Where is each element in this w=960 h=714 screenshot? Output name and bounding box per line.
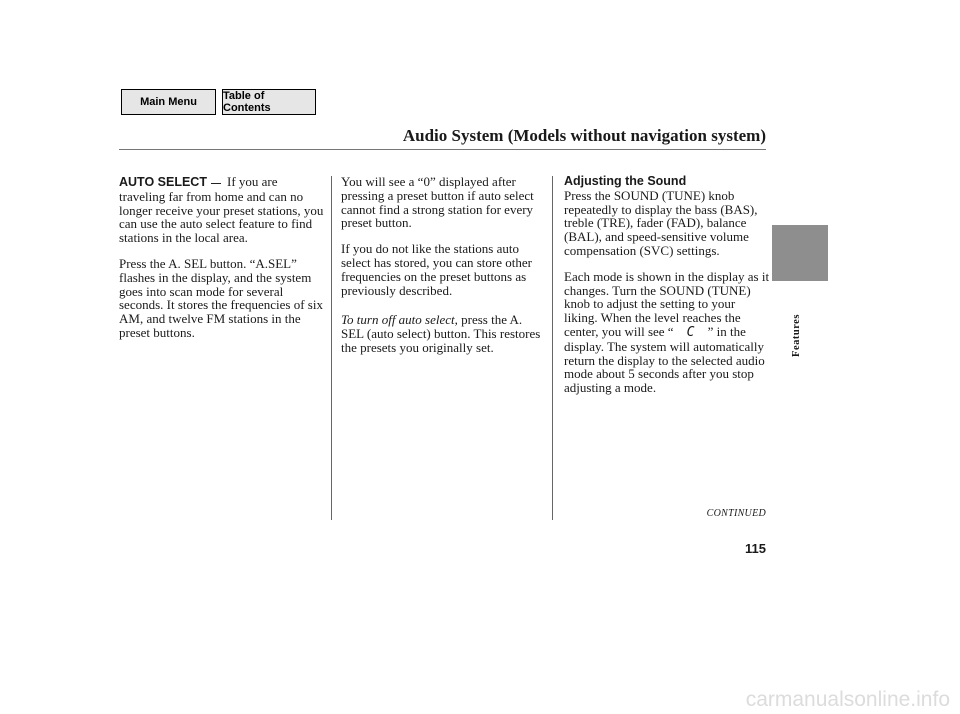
column-auto-select <box>119 175 325 352</box>
column-adjusting-sound <box>564 175 770 407</box>
center-display-glyph: C <box>686 324 695 340</box>
page-title: Audio System (Models without navigation system) <box>402 126 766 145</box>
adjusting-sound-paragraph-2 <box>564 270 770 395</box>
store-frequencies-paragraph: If you do not like the stations auto select has stored, you can store other frequencies on the preset buttons as previously described. <box>341 241 532 298</box>
continued-label: CONTINUED <box>706 508 766 519</box>
main-menu-button[interactable]: Main Menu <box>121 89 216 115</box>
auto-select-heading: AUTO SELECT <box>119 175 207 189</box>
adjusting-sound-heading: Adjusting the Sound <box>564 174 687 188</box>
turn-off-text: press the A. SEL (auto select) button. This restores the presets you originally set. <box>341 312 541 355</box>
page-number: 115 <box>745 541 766 556</box>
column-divider-2 <box>552 176 553 520</box>
auto-select-paragraph-1 <box>119 175 325 245</box>
auto-select-paragraph-2: Press the A. SEL button. “A.SEL” flashes in the display, and the system goes into scan mode for several seconds. It stores the frequencies of six AM, and twelve FM stations in the preset buttons. <box>119 255 323 340</box>
table-of-contents-button[interactable]: Table of Contents <box>222 89 316 115</box>
adjusting-sound-paragraph-1: Press the SOUND (TUNE) knob repeatedly to display the bass (BAS), treble (TRE), fader (FAD), balance (BAL), and speed-sensitive volume compensation (SVC) settings. <box>564 187 758 258</box>
section-label: Features <box>790 313 802 357</box>
display-text-after: ” in the display. The system will automatically return the display to the selected audio mode about 5 seconds after you stop adjusting a mode. <box>564 323 765 396</box>
column-auto-select-continued <box>341 175 547 367</box>
heading-dash <box>211 183 221 184</box>
section-tab <box>772 225 828 281</box>
auto-select-intro-text: If you are traveling far from home and can no longer receive your preset stations, you can use the auto select feature to find stations in the local area. <box>119 174 324 246</box>
preset-zero-paragraph: You will see a “0” displayed after pressing a preset button if auto select cannot find a strong station for every preset button. <box>341 174 534 231</box>
watermark: carmanualsonline.info <box>745 688 950 711</box>
header-rule <box>119 149 766 150</box>
turn-off-paragraph <box>341 313 547 354</box>
display-text-before: Each mode is shown in the display as it changes. Turn the SOUND (TUNE) knob to adjust the setting to your liking. When the level reaches the center, you will see “ <box>564 268 770 339</box>
turn-off-label: To turn off auto select, <box>341 312 458 328</box>
column-divider-1 <box>331 176 332 520</box>
